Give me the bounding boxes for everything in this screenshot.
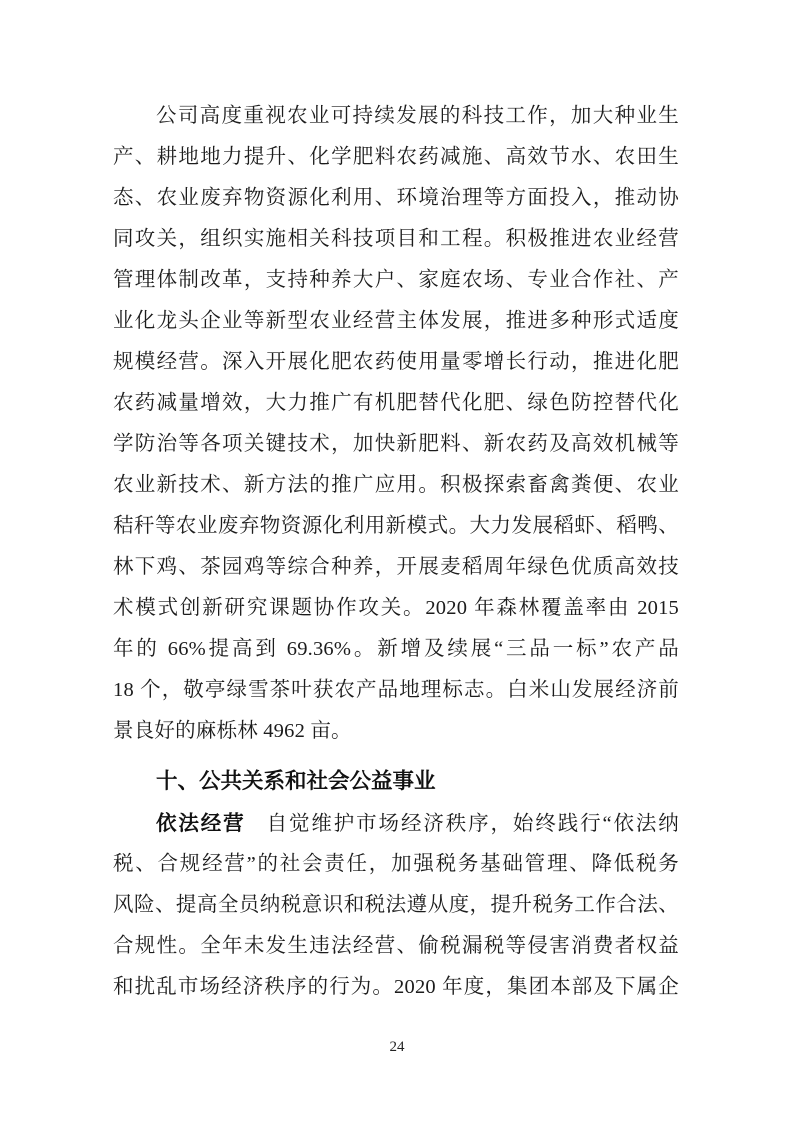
body-line: 公司高度重视农业可持续发展的科技工作，加大种业生 (156, 105, 679, 127)
page-number: 24 (389, 1039, 405, 1055)
paragraph-agriculture-science (113, 96, 679, 752)
body-line: 合规性。全年未发生违法经营、偷税漏税等侵害消费者权益 (113, 935, 679, 957)
body-line: 产、耕地地力提升、化学肥料农药减施、高效节水、农田生 (113, 146, 679, 168)
body-line (113, 803, 679, 844)
body-line: 农药减量增效，大力推广有机肥替代化肥、绿色防控替代化 (113, 392, 679, 414)
body-line: 学防治等各项关键技术，加快新肥料、新农药及高效机械等 (113, 433, 679, 455)
section-heading: 十、公共关系和社会公益事业 (156, 769, 436, 793)
body-line: 景良好的麻栎林 4962 亩。 (113, 720, 352, 742)
body-line: 态、农业废弃物资源化利用、环境治理等方面投入，推动协 (113, 187, 679, 209)
body-line: 秸秆等农业废弃物资源化利用新模式。大力发展稻虾、稻鸭、 (113, 515, 679, 537)
body-line-text: 自觉维护市场经济秩序，始终践行“依法纳 (266, 813, 679, 835)
body-line: 业化龙头企业等新型农业经营主体发展，推进多种形式适度 (113, 310, 679, 332)
body-line: 林下鸡、茶园鸡等综合种养，开展麦稻周年绿色优质高效技 (113, 556, 679, 578)
body-line: 同攻关，组织实施相关科技项目和工程。积极推进农业经营 (113, 228, 679, 250)
body-line: 规模经营。深入开展化肥农药使用量零增长行动，推进化肥 (113, 351, 679, 373)
lead-emphasis: 依法经营 (156, 812, 246, 835)
body-line: 税、合规经营”的社会责任，加强税务基础管理、降低税务 (113, 853, 679, 875)
body-line: 管理体制改革，支持种养大户、家庭农场、专业合作社、产 (113, 269, 679, 291)
text-block (113, 96, 679, 1008)
body-line: 和扰乱市场经济秩序的行为。2020 年度，集团本部及下属企 (113, 976, 679, 998)
body-line: 18 个，敬亭绿雪茶叶获农产品地理标志。白米山发展经济前 (113, 679, 679, 701)
body-line: 术模式创新研究课题协作攻关。2020 年森林覆盖率由 2015 (113, 597, 679, 619)
body-line: 年的 66%提高到 69.36%。新增及续展“三品一标”农产品 (113, 638, 679, 660)
body-line: 风险、提高全员纳税意识和税法遵从度，提升税务工作合法、 (113, 894, 679, 916)
paragraph-lawful-operation (113, 803, 679, 1008)
body-line: 农业新技术、新方法的推广应用。积极探索畜禽粪便、农业 (113, 474, 679, 496)
